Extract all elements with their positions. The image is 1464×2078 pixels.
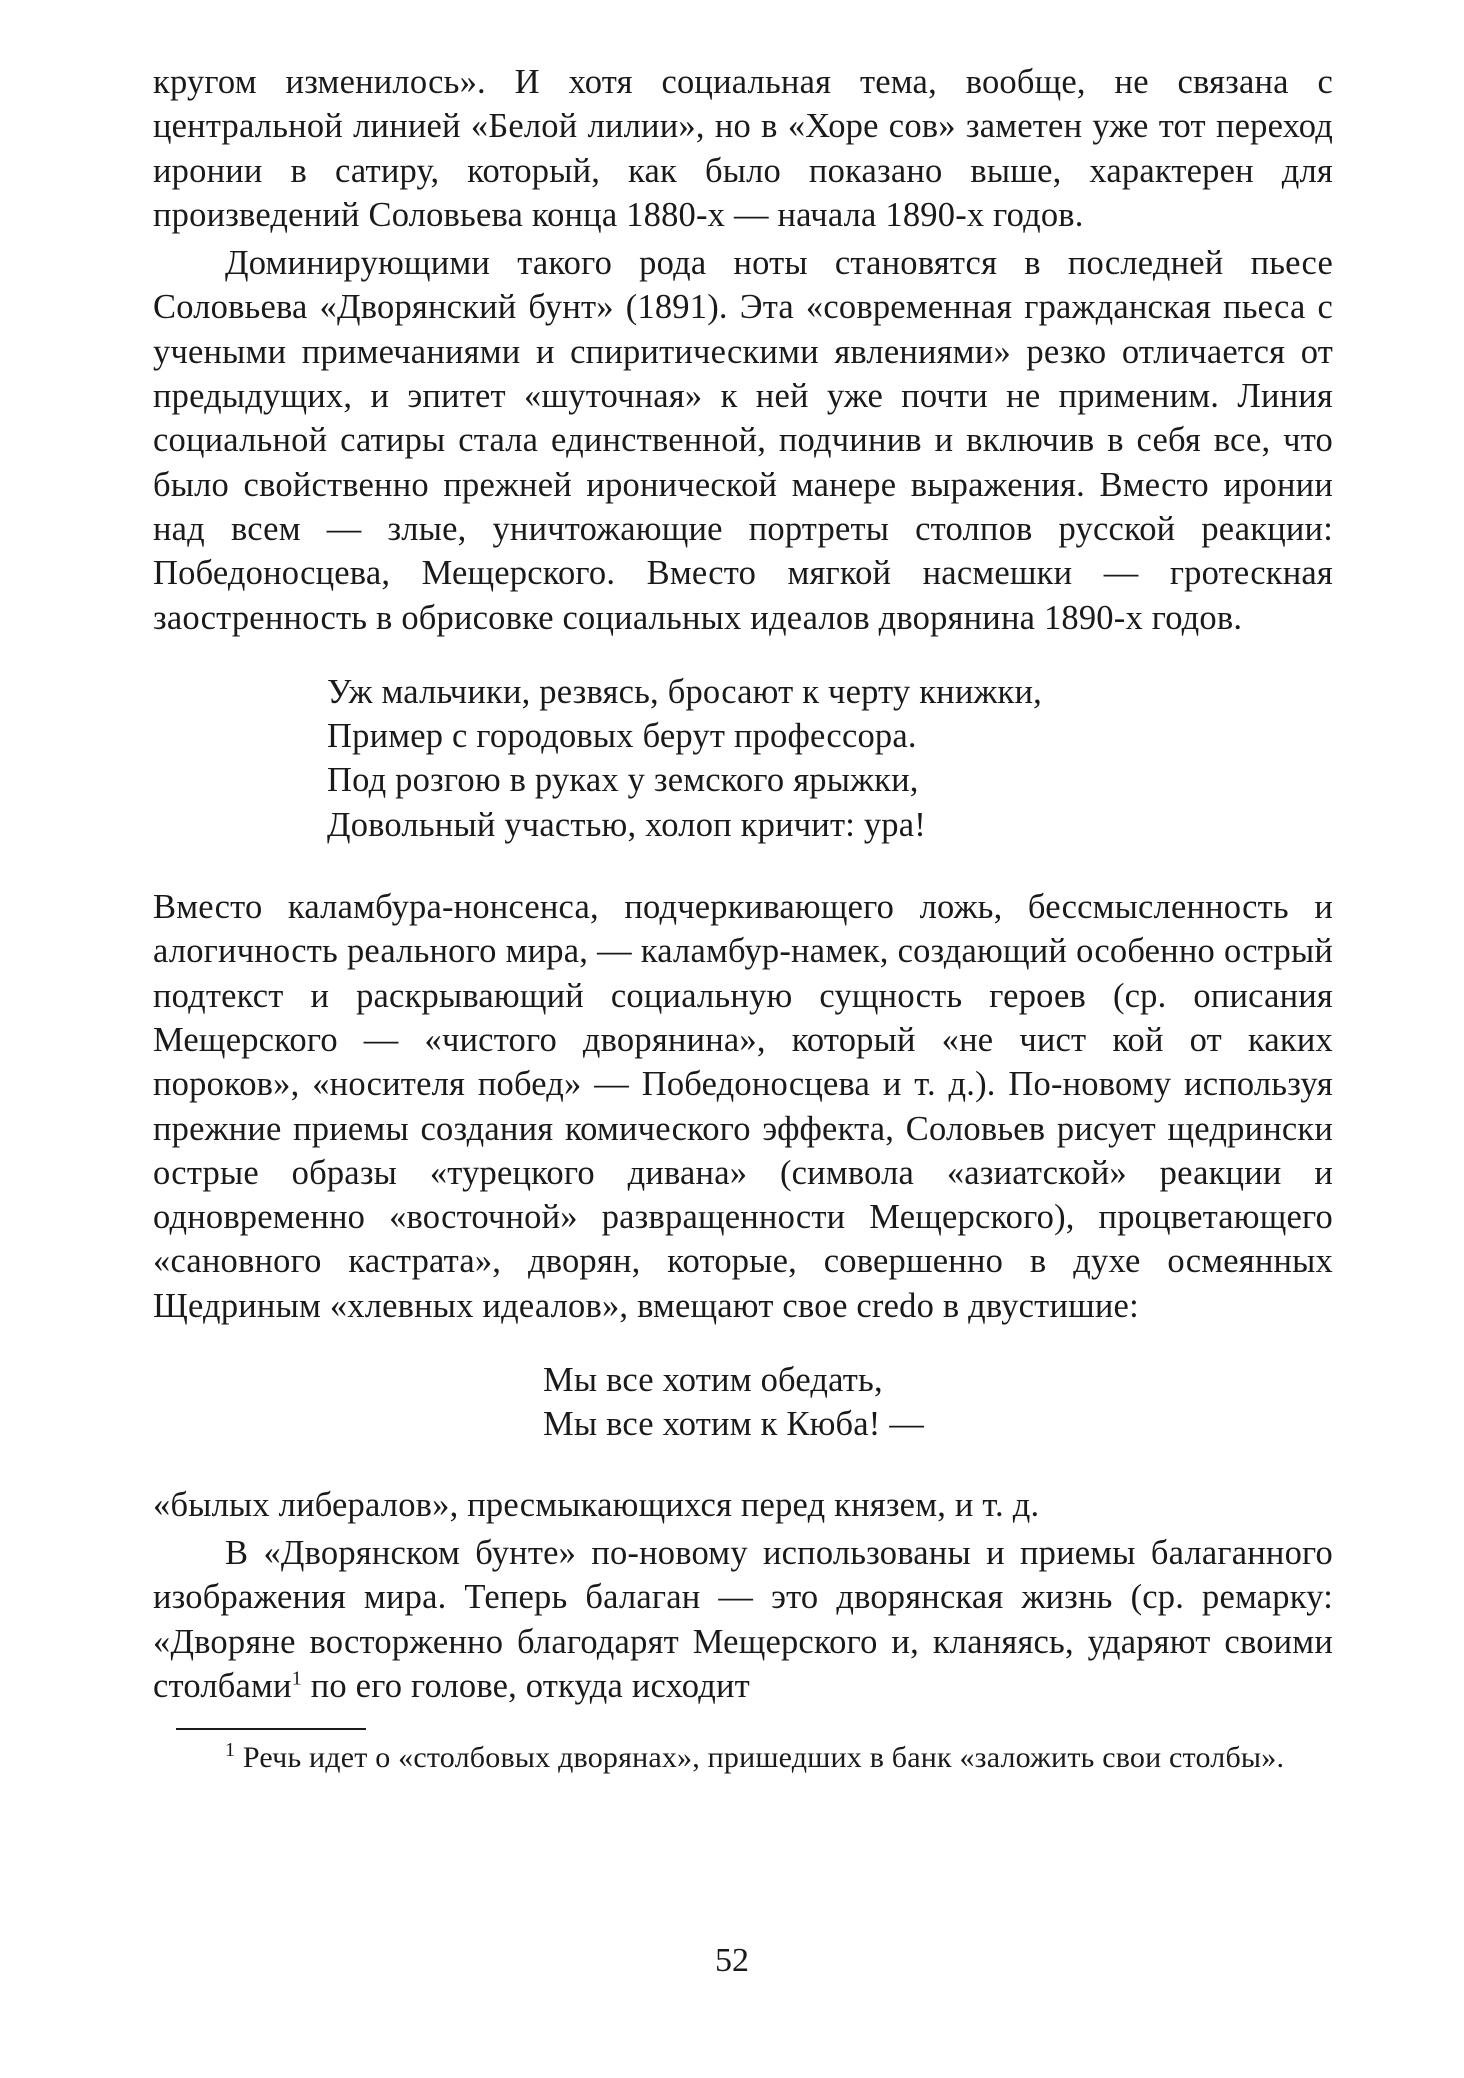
footnote-reference[interactable]: 1 <box>291 1667 302 1690</box>
footnote-text: Речь идет о «столбовых дворянах», пришедших в банк «заложить свои столбы». <box>235 1741 1285 1775</box>
paragraph-1: кругом изменилось». И хотя социальная тема, вообще, не связана с центральной линией «Белой лилии», но в «Хоре сов» заметен уже тот переход иронии в сатиру, который, как было показано выше, характерен для произведений Соловьева конца 1880-х — начала 1890-х годов. <box>153 63 1333 234</box>
verse-line: Уж мальчики, резвясь, бросают к черту книжки, <box>327 672 1042 711</box>
footnote-divider <box>176 1728 366 1730</box>
footnote <box>153 1738 1333 1778</box>
verse-line: Мы все хотим обедать, <box>543 1361 883 1400</box>
verse-quote-1 <box>153 670 1333 847</box>
verse-line: Мы все хотим к Кюба! — <box>543 1405 925 1444</box>
verse-line: Пример с городовых берут профессора. <box>327 717 917 756</box>
page-body <box>153 60 1333 1778</box>
paragraph-3: Вместо каламбура-нонсенса, подчеркивающего ложь, бессмысленность и алогичность реального мира, — каламбур-намек, создающий особенно острый подтекст и раскрывающий социальную сущность героев (ср. описания Мещерского — «чистого дворянина», который «не чист кой от каких пороков», «носителя побед» — Победоносцева и т. д.). По-новому используя прежние приемы создания комического эффекта, Соловьев рисует щедрински острые образы «турецкого дивана» (символа «азиатской» реакции и одновременно «восточной» развращенности Мещерского), процветающего «сановного кастрата», дворян, которые, совершенно в духе осмеянных Щедриным «хлевных идеалов», вмещают свое credo в двустишие: <box>153 888 1333 1325</box>
paragraph-5 <box>153 1531 1333 1708</box>
footnote-marker: 1 <box>225 1739 236 1762</box>
verse-quote-2 <box>153 1358 1333 1447</box>
paragraph-5-text: В «Дворянском бунте» по-новому использованы и приемы балаганного изображения мира. Теперь балаган — это дворянская жизнь (ср. ремарку: «Дворяне восторженно благодарят Мещерского и, кланяясь, ударяют своими столбами <box>153 1533 1333 1705</box>
verse-line: Довольный участью, холоп кричит: ура! <box>327 805 926 844</box>
verse-line: Под розгою в руках у земского ярыжки, <box>327 761 919 800</box>
paragraph-5-text-end: по его голове, откуда исходит <box>301 1666 750 1705</box>
paragraph-4: «былых либералов», пресмыкающихся перед князем, и т. д. <box>153 1485 1040 1524</box>
page-number: 52 <box>715 1942 749 1979</box>
paragraph-2: Доминирующими такого рода ноты становятся в последней пьесе Соловьева «Дворянский бунт» (1891). Эта «современная гражданская пьеса с учеными примечаниями и спиритическими явлениями» резко отличается от предыдущих, и эпитет «шуточная» к ней уже почти не применим. Линия социальной сатиры стала единственной, подчинив и включив в себя все, что было свойственно прежней ироничеcкой манере выражения. Вместо иронии над всем — злые, уничтожающие портреты столпов русской реакции: Победоносцева, Мещерского. Вместо мягкой насмешки — гротескная заостренность в обрисовке социальных идеалов дворянина 1890-х годов. <box>153 244 1333 637</box>
